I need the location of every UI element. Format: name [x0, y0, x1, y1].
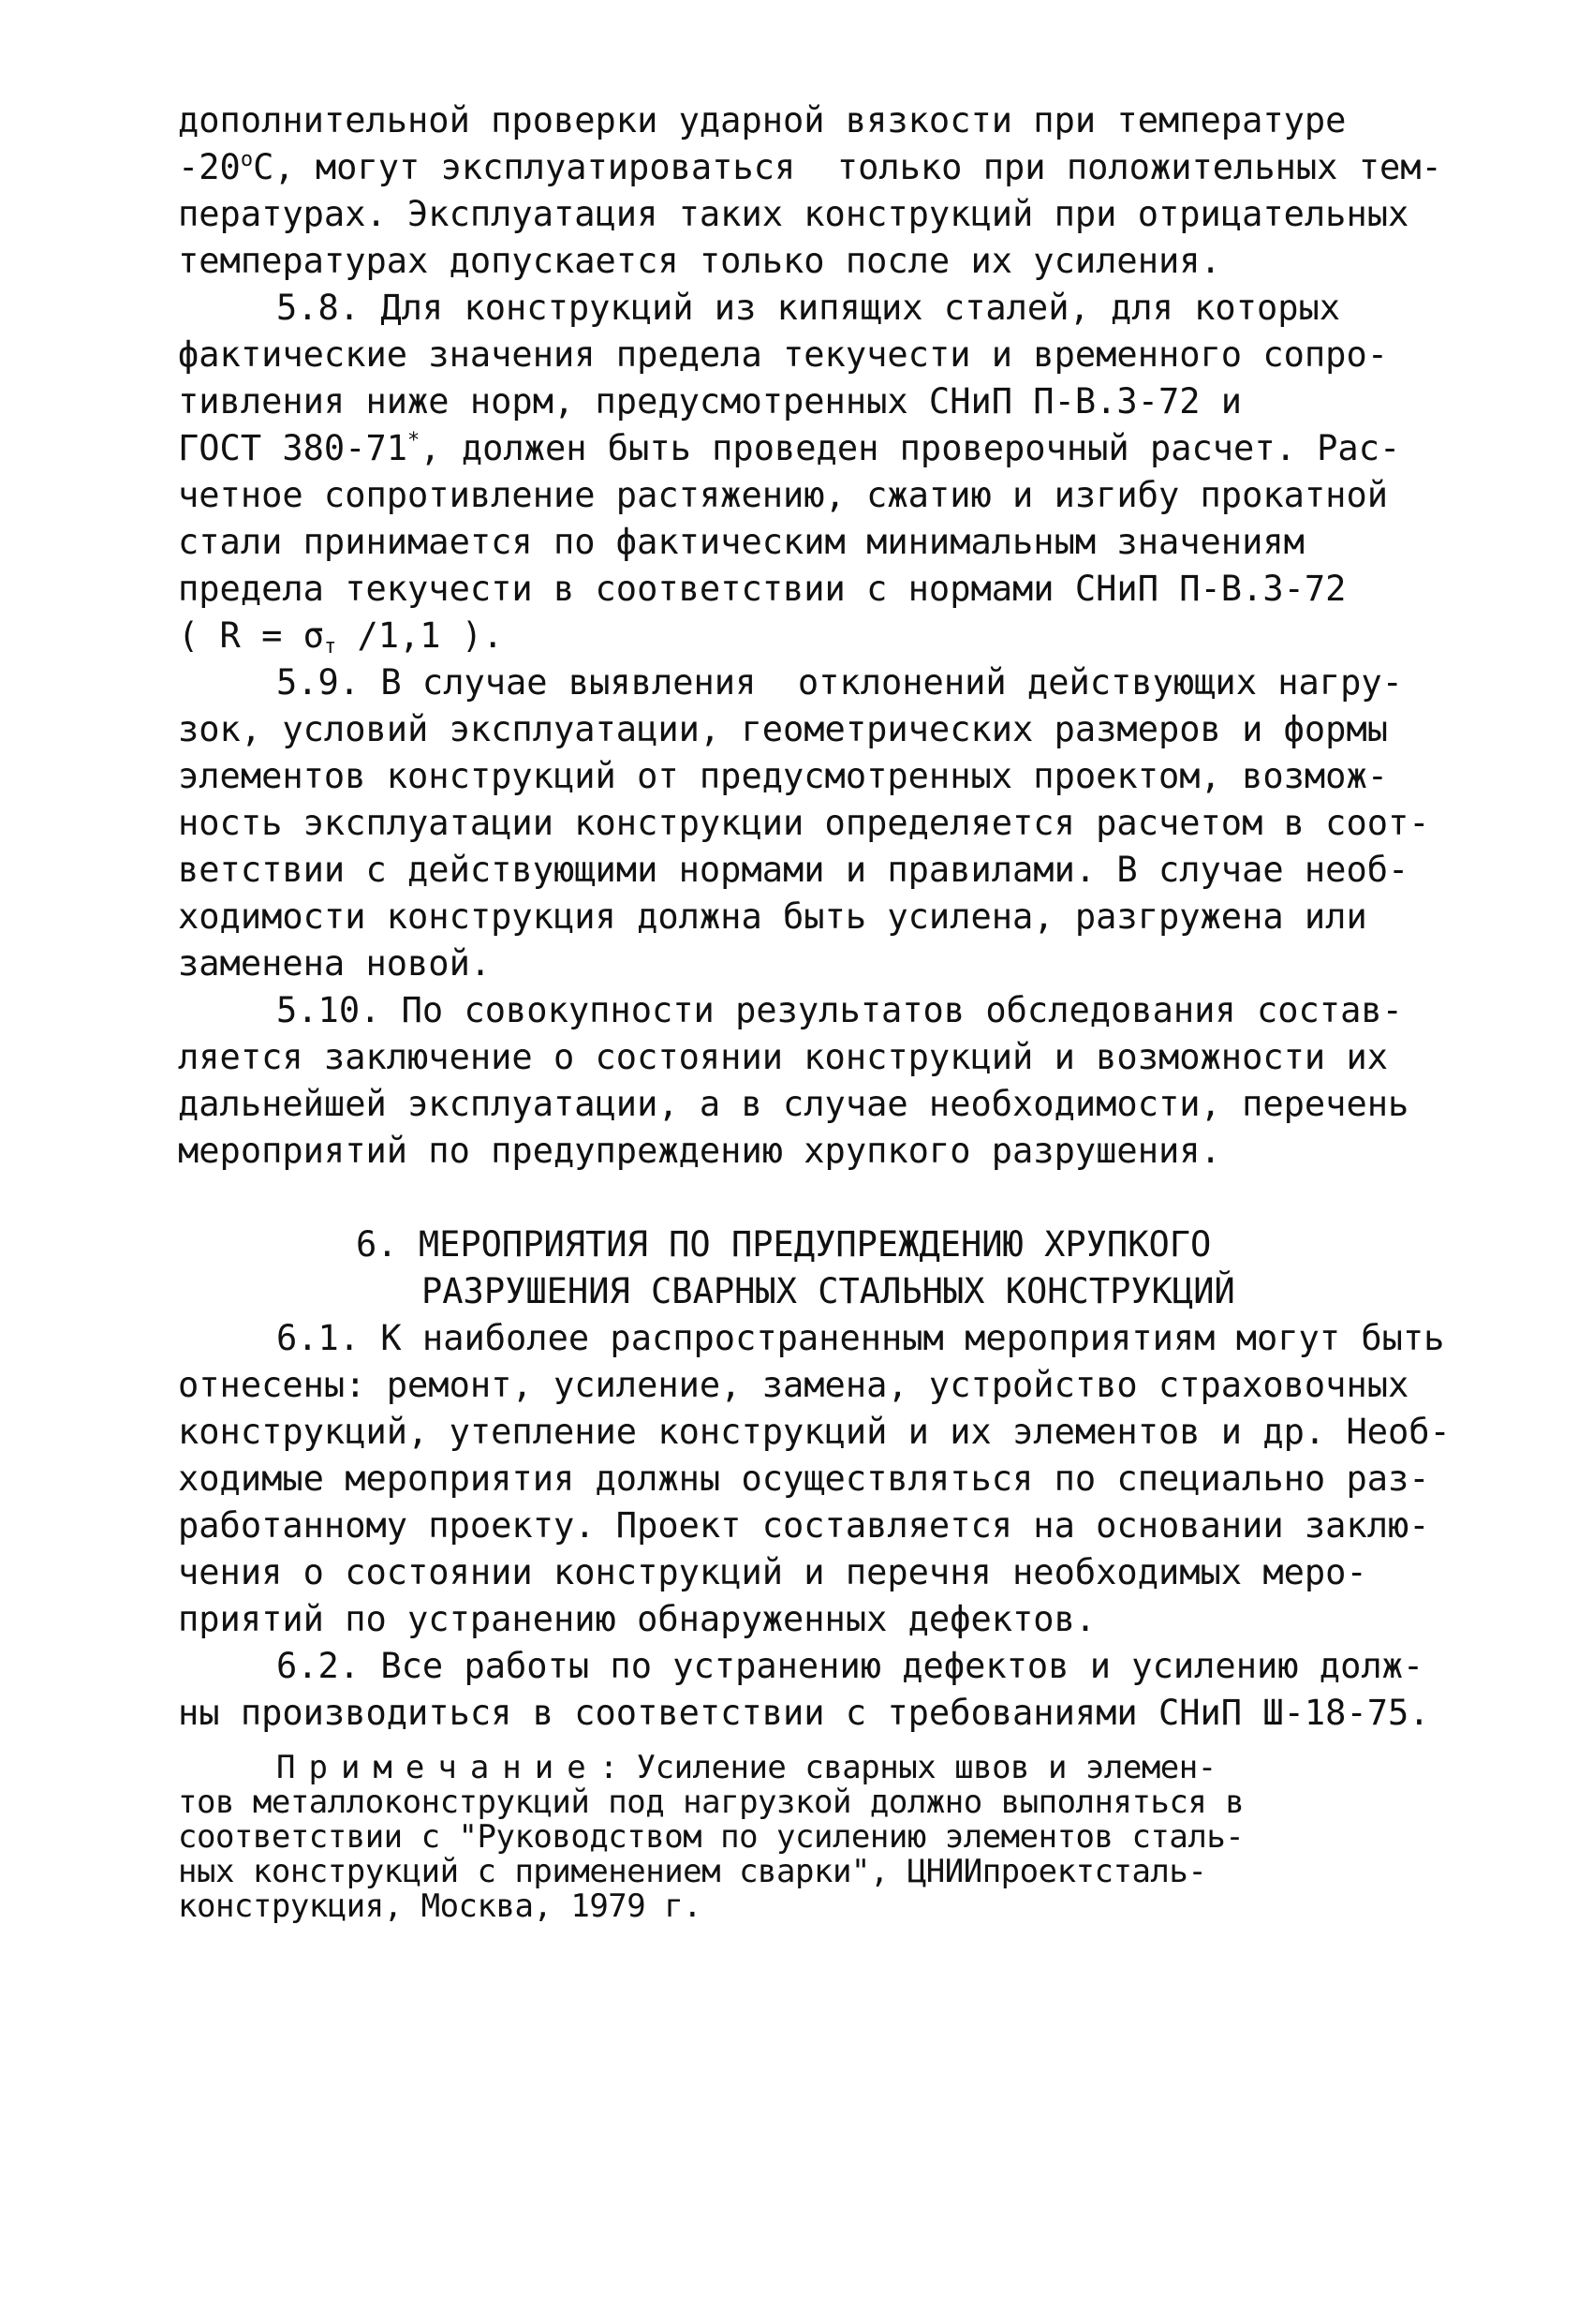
text-line: ность эксплуатации конструкции определяется расчетом в соот- — [178, 803, 1430, 843]
formula-line: ( $R = \sigma_т$ /1,1 ). — [178, 615, 504, 659]
note-line: конструкция, Москва, 1979 г. — [178, 1887, 702, 1925]
note-line: соответствии с "Руководством по усилению элементов сталь- — [178, 1818, 1245, 1856]
paragraph-5-10-start: 5.10. По совокупности результатов обследования состав- — [276, 990, 1403, 1030]
text-line: стали принимается по фактическим минимальным значениям — [178, 522, 1305, 562]
text-line: ходимости конструкция должна быть усилена, разгружена или — [178, 896, 1367, 937]
text-line: зок, условий эксплуатации, геометрических размеров и формы — [178, 709, 1389, 749]
section-heading: РАЗРУШЕНИЯ СВАРНЫХ СТАЛЬНЫХ КОНСТРУКЦИЙ — [421, 1271, 1235, 1311]
text-line: четное сопротивление растяжению, сжатию и изгибу прокатной — [178, 475, 1389, 515]
section-heading: 6. МЕРОПРИЯТИЯ ПО ПРЕДУПРЕЖДЕНИЮ ХРУПКОГО — [356, 1224, 1212, 1265]
text-line: предела текучести в соответствии с нормами СНиП П-В.3-72 — [178, 569, 1347, 609]
text-line: ходимые мероприятия должны осуществляться по специально раз- — [178, 1458, 1430, 1499]
text-line: фактические значения предела текучести и временного сопро- — [178, 334, 1389, 375]
text-line: конструкций, утепление конструкций и их элементов и др. Необ- — [178, 1412, 1451, 1452]
text-line: $-20^оС$, могут эксплуатироваться только при положительных тем- — [178, 147, 1442, 187]
note-label: Примечание — [276, 1749, 599, 1786]
note-line: тов металлоконструкций под нагрузкой должно выполняться в — [178, 1784, 1245, 1821]
text-line: ны производиться в соответствии с требованиями СНиП Ш-18-75. — [178, 1693, 1430, 1733]
paragraph-6-1-start: 6.1. К наиболее распространенным мероприятиям могут быть — [276, 1318, 1445, 1358]
text-line: заменена новой. — [178, 943, 492, 984]
text-line: чения о состоянии конструкций и перечня необходимых меро- — [178, 1552, 1367, 1592]
text-line: ГОСТ 380-71*, должен быть проведен проверочный расчет. Рас- — [178, 428, 1401, 468]
note-line: Примечание: Усиление сварных швов и элемен- — [276, 1749, 1217, 1786]
text-line: тивления ниже норм, предусмотренных СНиП П-В.3-72 и — [178, 381, 1243, 422]
text-line: дополнительной проверки ударной вязкости при температуре — [178, 100, 1347, 141]
text-line: отнесены: ремонт, усиление, замена, устройство страховочных — [178, 1365, 1409, 1405]
text-line: ляется заключение о состоянии конструкций и возможности их — [178, 1037, 1389, 1077]
text-line: дальнейшей эксплуатации, а в случае необходимости, перечень — [178, 1084, 1409, 1124]
degree-superscript: о — [240, 148, 254, 171]
subscript-t: т — [323, 635, 337, 659]
paragraph-6-2-start: 6.2. Все работы по устранению дефектов и усилению долж- — [276, 1646, 1424, 1686]
note-line: ных конструкций с применением сварки", ЦНИИпроектсталь- — [178, 1853, 1207, 1890]
asterisk-superscript: * — [407, 429, 420, 452]
text-line: температурах допускается только после их усиления. — [178, 241, 1221, 281]
text-line: ветствии с действующими нормами и правилами. В случае необ- — [178, 850, 1409, 890]
text-line: работанному проекту. Проект составляется на основании заклю- — [178, 1505, 1430, 1546]
text-line: приятий по устранению обнаруженных дефектов. — [178, 1599, 1097, 1639]
paragraph-5-9-start: 5.9. В случае выявления отклонений действующих нагру- — [276, 662, 1403, 703]
text-line: мероприятий по предупреждению хрупкого разрушения. — [178, 1131, 1221, 1171]
paragraph-5-8-start: 5.8. Для конструкций из кипящих сталей, для которых — [276, 288, 1341, 328]
text-line: пературах. Эксплуатация таких конструкций при отрицательных — [178, 194, 1409, 234]
text-line: элементов конструкций от предусмотренных проектом, возмож- — [178, 756, 1389, 796]
